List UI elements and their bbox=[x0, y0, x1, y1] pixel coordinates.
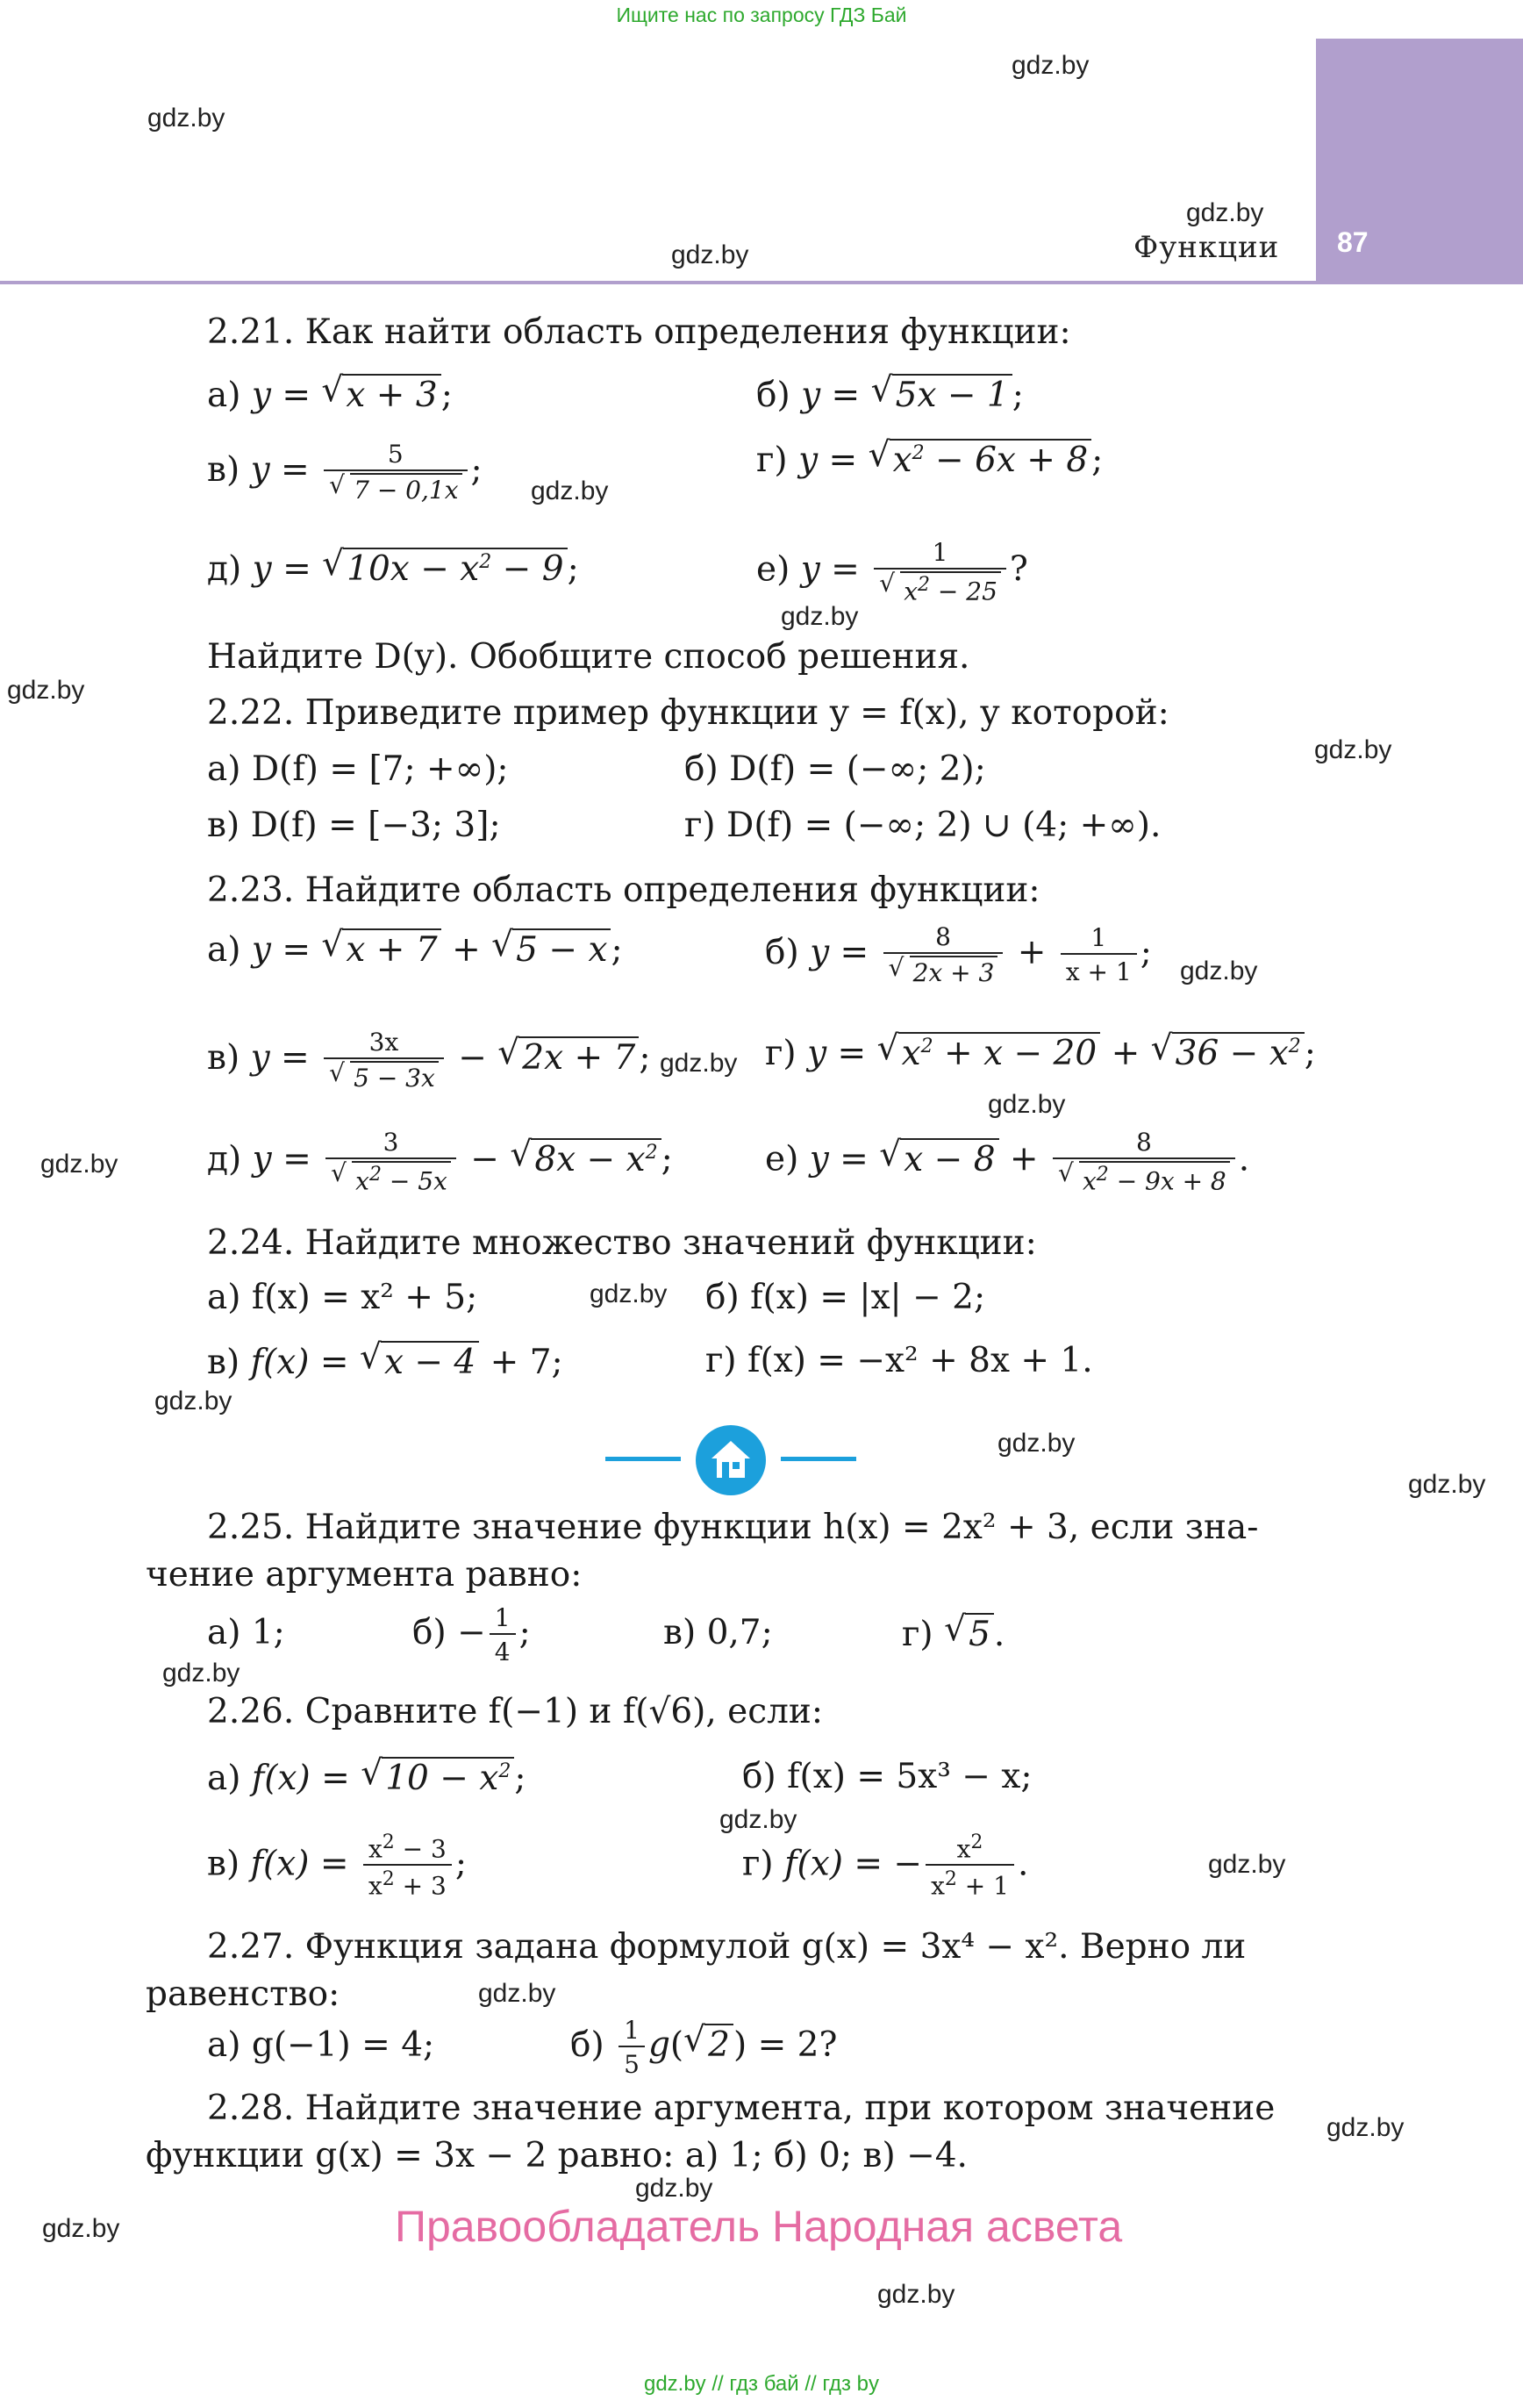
watermark: gdz.by bbox=[1408, 1470, 1486, 1499]
watermark: gdz.by bbox=[781, 602, 859, 631]
ex-2-25-b: б) − $\frac{1}{4}$ ; bbox=[412, 1603, 531, 1666]
top-note: Ищите нас по запросу ГДЗ Бай bbox=[616, 4, 907, 26]
ex-2-22-g: г) D(f) = (−∞; 2) ∪ (4; +∞). bbox=[684, 806, 1162, 845]
page-tab bbox=[1316, 39, 1523, 283]
ex-2-24-g: г) f(x) = −x² + 8x + 1. bbox=[705, 1341, 1093, 1380]
home-icon bbox=[696, 1425, 766, 1495]
ex-2-25-g: г) √ 5 . bbox=[902, 1613, 1005, 1656]
exercise-2-22-title: 2.22. Приведите пример функции y = f(x), у которой: bbox=[207, 693, 1169, 733]
ex-2-21-d: д) y = √ $10x - x^2 - 9$ ; bbox=[207, 548, 579, 591]
divider-right bbox=[781, 1457, 856, 1461]
ex-2-22-a: а) D(f) = [7; +∞); bbox=[207, 749, 509, 789]
watermark: gdz.by bbox=[590, 1279, 668, 1308]
exercise-2-21-title: 2.21. Как найти область определения функции: bbox=[207, 312, 1071, 352]
watermark: gdz.by bbox=[478, 1979, 556, 2008]
exercise-2-23-title: 2.23. Найдите область определения функции: bbox=[207, 871, 1040, 910]
ex-2-24-v: в) f(x) = √ x − 4 + 7; bbox=[207, 1341, 563, 1384]
ex-2-23-v: в) y = 3x √ 5 − 3x − √ 2x + 7 ; bbox=[207, 1027, 651, 1093]
exercise-2-28-title: 2.28. Найдите значение аргумента, при котором значение bbox=[207, 2089, 1276, 2128]
exercise-2-24-title: 2.24. Найдите множество значений функции: bbox=[207, 1223, 1037, 1263]
ex-2-21-a: а) y = √ x + 3 ; bbox=[207, 374, 453, 417]
ex-2-23-b: б) y = 8 √ 2x + 3 + $\frac{1}{x + 1}$ ; bbox=[765, 921, 1152, 988]
ex-2-25-v: в) 0,7; bbox=[663, 1613, 773, 1652]
watermark: gdz.by bbox=[40, 1150, 118, 1179]
chapter-title: Функции bbox=[1133, 230, 1280, 265]
watermark: gdz.by bbox=[997, 1429, 1076, 1458]
ex-2-27-b: б) $\frac{1}{5}$ g(√ 2 ) = 2? bbox=[570, 2015, 837, 2080]
watermark: gdz.by bbox=[147, 104, 225, 133]
watermark: gdz.by bbox=[531, 477, 609, 505]
watermark: gdz.by bbox=[1326, 2113, 1405, 2142]
watermark: gdz.by bbox=[1186, 198, 1264, 227]
watermark: gdz.by bbox=[719, 1805, 797, 1834]
ex-2-23-g: г) y = √ $x^2 + x - 20$ + √ $36 - x^2$ ; bbox=[765, 1032, 1316, 1075]
exercise-2-26-title: 2.26. Сравните f(−1) и f(√6), если: bbox=[207, 1692, 823, 1731]
watermark: gdz.by bbox=[1314, 735, 1392, 764]
exercise-2-28-title-cont: функции g(x) = 3x − 2 равно: а) 1; б) 0; в) −4. bbox=[146, 2136, 968, 2175]
exercise-2-25-title-cont: чение аргумента равно: bbox=[146, 1555, 583, 1595]
ex-2-21-note: Найдите D(y). Обобщите способ решения. bbox=[207, 637, 970, 677]
ex-2-21-v: в) y = 5 √ 7 − 0,1x ; bbox=[207, 439, 483, 505]
watermark: gdz.by bbox=[988, 1090, 1066, 1119]
watermark: gdz.by bbox=[635, 2174, 713, 2203]
ex-2-26-v: в) f(x) = $\frac{x^2 - 3}{x^2 + 3}$ ; bbox=[207, 1831, 467, 1901]
exercise-2-27-title: 2.27. Функция задана формулой g(x) = 3x⁴ − x². Верно ли bbox=[207, 1927, 1247, 1967]
ex-2-27-a: а) g(−1) = 4; bbox=[207, 2025, 435, 2065]
watermark: gdz.by bbox=[42, 2214, 120, 2243]
watermark: gdz.by bbox=[7, 676, 85, 705]
ex-2-23-d: д) y = 3 √ $x^2 - 5x$ − √ $8x - x^2$ ; bbox=[207, 1127, 673, 1196]
exercise-2-25-title: 2.25. Найдите значение функции h(x) = 2x² + 3, если зна- bbox=[207, 1508, 1259, 1547]
ex-2-22-v: в) D(f) = [−3; 3]; bbox=[207, 806, 501, 845]
watermark: gdz.by bbox=[1012, 51, 1090, 80]
ex-2-21-b: б) y = √ 5x − 1 ; bbox=[756, 374, 1024, 417]
ex-2-25-a: а) 1; bbox=[207, 1613, 285, 1652]
page-number: 87 bbox=[1337, 226, 1369, 258]
divider-left bbox=[605, 1457, 681, 1461]
ex-2-23-a: а) y = √ x + 7 + √ 5 − x ; bbox=[207, 928, 623, 971]
watermark: gdz.by bbox=[660, 1049, 738, 1078]
ex-2-21-e: е) y = 1 √ $x^2 - 25$ ? bbox=[756, 537, 1028, 606]
ex-2-21-g: г) y = √ $x^2 - 6x + 8$ ; bbox=[756, 439, 1103, 482]
ex-2-22-b: б) D(f) = (−∞; 2); bbox=[684, 749, 986, 789]
watermark: gdz.by bbox=[877, 2280, 955, 2309]
watermark: gdz.by bbox=[1208, 1850, 1286, 1879]
ex-2-26-a: а) f(x) = √ $10 - x^2$ ; bbox=[207, 1757, 526, 1800]
ex-2-26-g: г) f(x) = − $\frac{x^2}{x^2 + 1}$ . bbox=[742, 1831, 1029, 1901]
ex-2-26-b: б) f(x) = 5x³ − x; bbox=[742, 1757, 1033, 1796]
watermark: gdz.by bbox=[154, 1387, 232, 1415]
ex-2-23-e: е) y = √ x − 8 + 8 √ $x^2 - 9x + 8$ . bbox=[765, 1127, 1249, 1196]
header-rule bbox=[0, 281, 1523, 284]
exercise-2-27-title-cont: равенство: bbox=[146, 1974, 340, 2014]
watermark: gdz.by bbox=[1180, 957, 1258, 985]
watermark: gdz.by bbox=[162, 1659, 240, 1688]
copyright-owner: Правообладатель Народная асвета bbox=[395, 2202, 1123, 2251]
watermark: gdz.by bbox=[671, 240, 749, 269]
bottom-links[interactable]: gdz.by // гдз бай // гдз by bbox=[643, 2372, 880, 2396]
ex-2-24-b: б) f(x) = |x| − 2; bbox=[705, 1278, 986, 1317]
ex-2-24-a: а) f(x) = x² + 5; bbox=[207, 1278, 478, 1317]
